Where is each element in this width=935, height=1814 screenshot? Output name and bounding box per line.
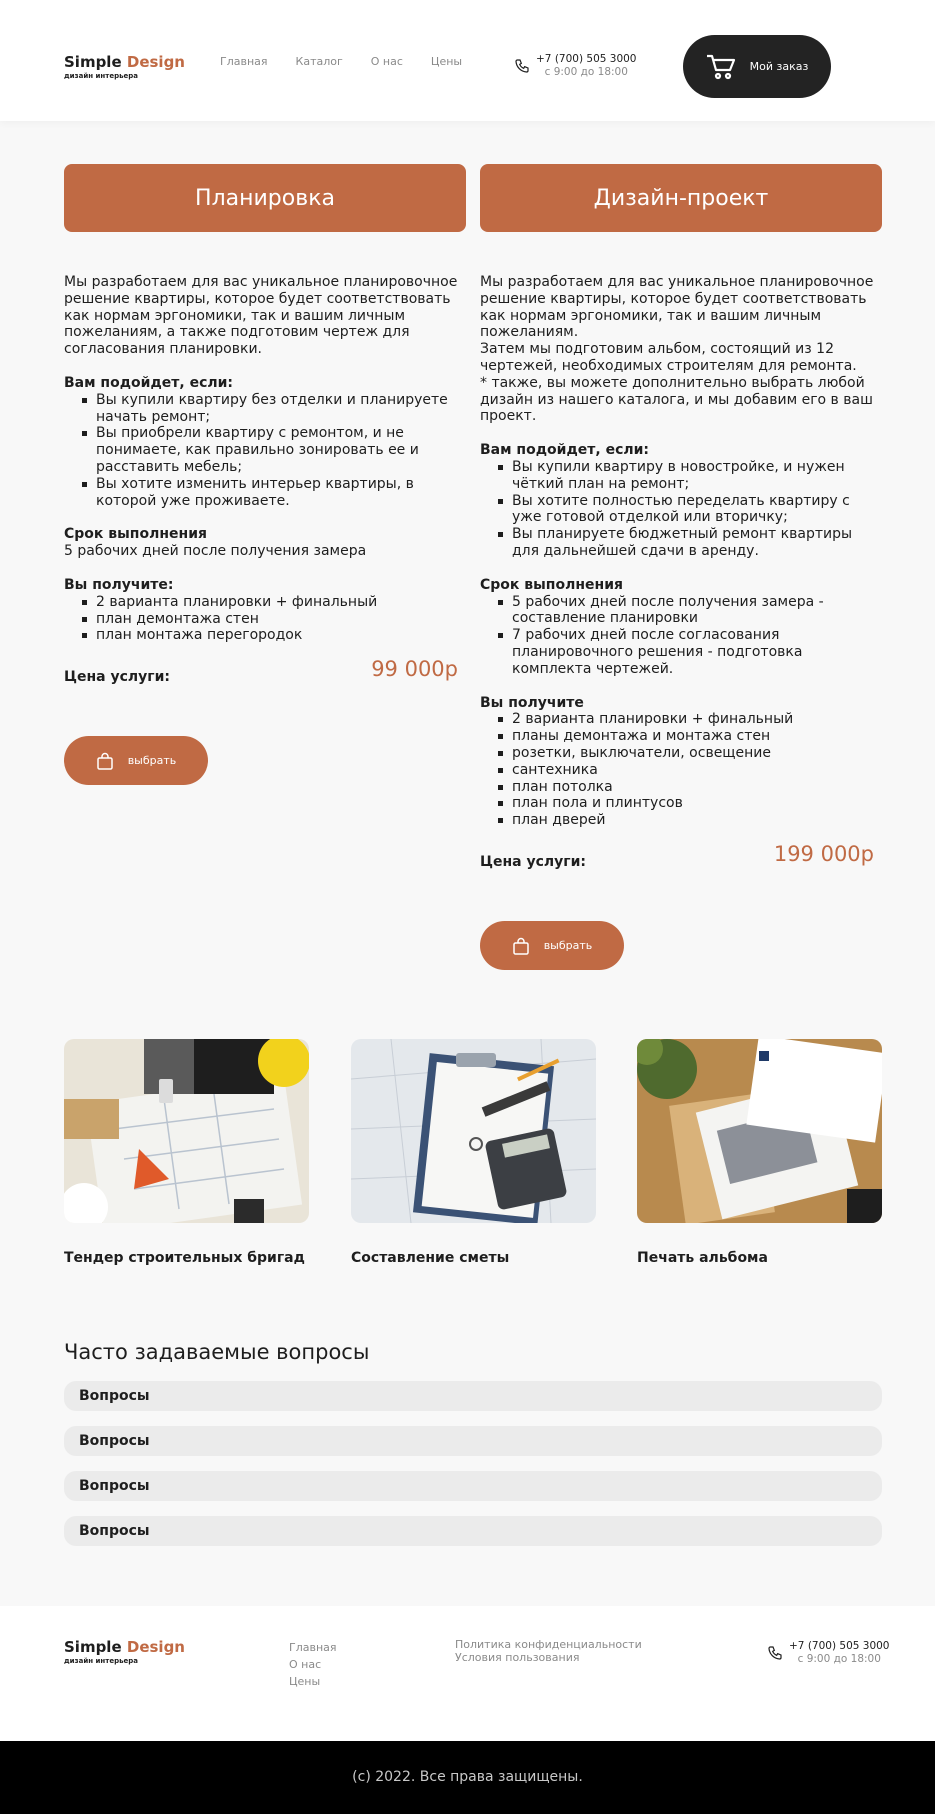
list-item: Вы хотите полностью переделать квартиру с уже готовой отделкой или вторичку; [480,493,882,527]
faq-item[interactable]: Вопросы [64,1426,882,1456]
term-heading: Срок выполнения [64,526,207,543]
logo-name-part2: Design [126,1638,185,1656]
footer-phone-number: +7 (700) 505 3000 [789,1640,890,1652]
shopping-bag-icon [96,752,114,770]
footer-link-home[interactable]: Главная [289,1641,337,1654]
header-phone-number: +7 (700) 505 3000 [536,53,637,65]
list-item: план потолка [480,779,882,796]
privacy-policy-link[interactable]: Политика конфиденциальности [455,1638,642,1651]
site-footer [0,1606,935,1741]
phone-icon [767,1645,783,1661]
footer-contact[interactable] [767,1640,890,1666]
header-work-hours: с 9:00 до 18:00 [544,66,628,78]
price-label: Цена услуги: [480,853,587,870]
service-details-planning [64,274,466,691]
choose-planning-button[interactable] [64,736,208,785]
estimate-image [351,1039,596,1223]
shopping-bag-icon [512,937,530,955]
term-list [480,594,882,678]
footer-nav [289,1639,337,1690]
list-item: план демонтажа стен [64,611,466,628]
album-print-image [637,1039,882,1223]
service-title-design-project: Дизайн-проект [480,164,882,232]
list-item: план дверей [480,812,882,829]
extra-service-card[interactable] [637,1039,882,1266]
footer-link-prices[interactable]: Цены [289,1675,321,1688]
choose-design-project-button[interactable] [480,921,624,970]
list-item: Вы купили квартиру без отделки и планируете начать ремонт; [64,392,466,426]
list-item: план пола и плинтусов [480,795,882,812]
list-item: план монтажа перегородок [64,627,466,644]
deliverables-heading: Вы получите [480,694,584,711]
footer-legal [455,1638,642,1664]
nav-item-about[interactable]: О нас [370,55,403,68]
extra-service-title: Тендер строительных бригад [64,1250,305,1266]
nav-item-prices[interactable]: Цены [430,55,463,68]
list-item: 5 рабочих дней после получения замера - составление планировки [480,594,882,628]
price-value: 199 000р [773,841,874,866]
cart-icon [706,54,736,80]
price-value: 99 000р [371,657,458,682]
service-intro: Затем мы подготовим альбом, состоящий из 12 чертежей, необходимых строителям для ремонта. [480,341,857,374]
list-item: 7 рабочих дней после согласования планировочного решения - подготовка комплекта чертежей. [480,627,882,677]
site-header [0,0,935,121]
deliverables-list [480,711,882,829]
nav-item-home[interactable]: Главная [220,55,268,68]
price-row [64,657,466,691]
logo-name-part1: Simple [64,1638,122,1656]
construction-team-image [64,1039,309,1223]
extra-service-title: Составление сметы [351,1250,510,1266]
my-order-label: Мой заказ [749,60,809,73]
term-text: 5 рабочих дней после получения замера [64,543,367,560]
main-nav [220,55,462,68]
logo[interactable] [64,53,185,80]
footer-link-about[interactable]: О нас [289,1658,322,1671]
term-heading: Срок выполнения [480,576,623,593]
service-details-design-project [480,274,882,876]
terms-of-use-link[interactable]: Условия пользования [455,1651,580,1664]
list-item: планы демонтажа и монтажа стен [480,728,882,745]
deliverables-list [64,594,466,644]
deliverables-heading: Вы получите: [64,576,174,593]
logo-name-part1: Simple [64,53,122,71]
logo-subtitle: дизайн интерьера [64,1657,138,1665]
list-item: Вы хотите изменить интерьер квартиры, в которой уже проживаете. [64,476,466,510]
suits-heading: Вам подойдет, если: [480,442,650,459]
faq-item[interactable]: Вопросы [64,1381,882,1411]
list-item: Вы приобрели квартиру с ремонтом, и не понимаете, как правильно зонировать ее и расставить мебель; [64,425,466,475]
list-item: Вы купили квартиру в новостройке, и нужен чёткий план на ремонт; [480,459,882,493]
suits-list [480,459,882,560]
list-item: 2 варианта планировки + финальный [480,711,882,728]
logo-name-part2: Design [126,53,185,71]
extra-service-card[interactable] [64,1039,309,1266]
faq-item[interactable]: Вопросы [64,1516,882,1546]
nav-item-catalog[interactable]: Каталог [295,55,343,68]
service-intro: * также, вы можете дополнительно выбрать любой дизайн из нашего каталога, и мы добавим его в ваш проект. [480,374,873,425]
phone-icon [514,58,530,74]
list-item: розетки, выключатели, освещение [480,745,882,762]
choose-button-label: выбрать [543,939,593,952]
list-item: 2 варианта планировки + финальный [64,594,466,611]
list-item: Вы планируете бюджетный ремонт квартиры для дальнейшей сдачи в аренду. [480,526,882,560]
choose-button-label: выбрать [127,754,177,767]
copyright-bar: (с) 2022. Все права защищены. [0,1741,935,1814]
service-intro: Мы разработаем для вас уникальное планировочное решение квартиры, которое будет соответствовать как нормам эргономики, так и вашим личным пожеланиям, а также подготовим чертеж для согласования планировки. [64,274,458,358]
footer-logo[interactable] [64,1638,185,1665]
footer-work-hours: с 9:00 до 18:00 [797,1653,881,1665]
logo-subtitle: дизайн интерьера [64,72,138,80]
price-row [480,841,882,876]
my-order-button[interactable] [683,35,831,98]
suits-list [64,392,466,510]
service-intro: Мы разработаем для вас уникальное планировочное решение квартиры, которое будет соответствовать как нормам эргономики, так и вашим личным пожеланиям. [480,274,874,341]
service-title-planning: Планировка [64,164,466,232]
list-item: сантехника [480,762,882,779]
faq-title: Часто задаваемые вопросы [64,1340,370,1364]
extra-service-title: Печать альбома [637,1250,768,1266]
price-label: Цена услуги: [64,669,171,686]
extra-service-card[interactable] [351,1039,596,1266]
suits-heading: Вам подойдет, если: [64,374,234,391]
faq-item[interactable]: Вопросы [64,1471,882,1501]
header-contact[interactable] [514,53,637,79]
